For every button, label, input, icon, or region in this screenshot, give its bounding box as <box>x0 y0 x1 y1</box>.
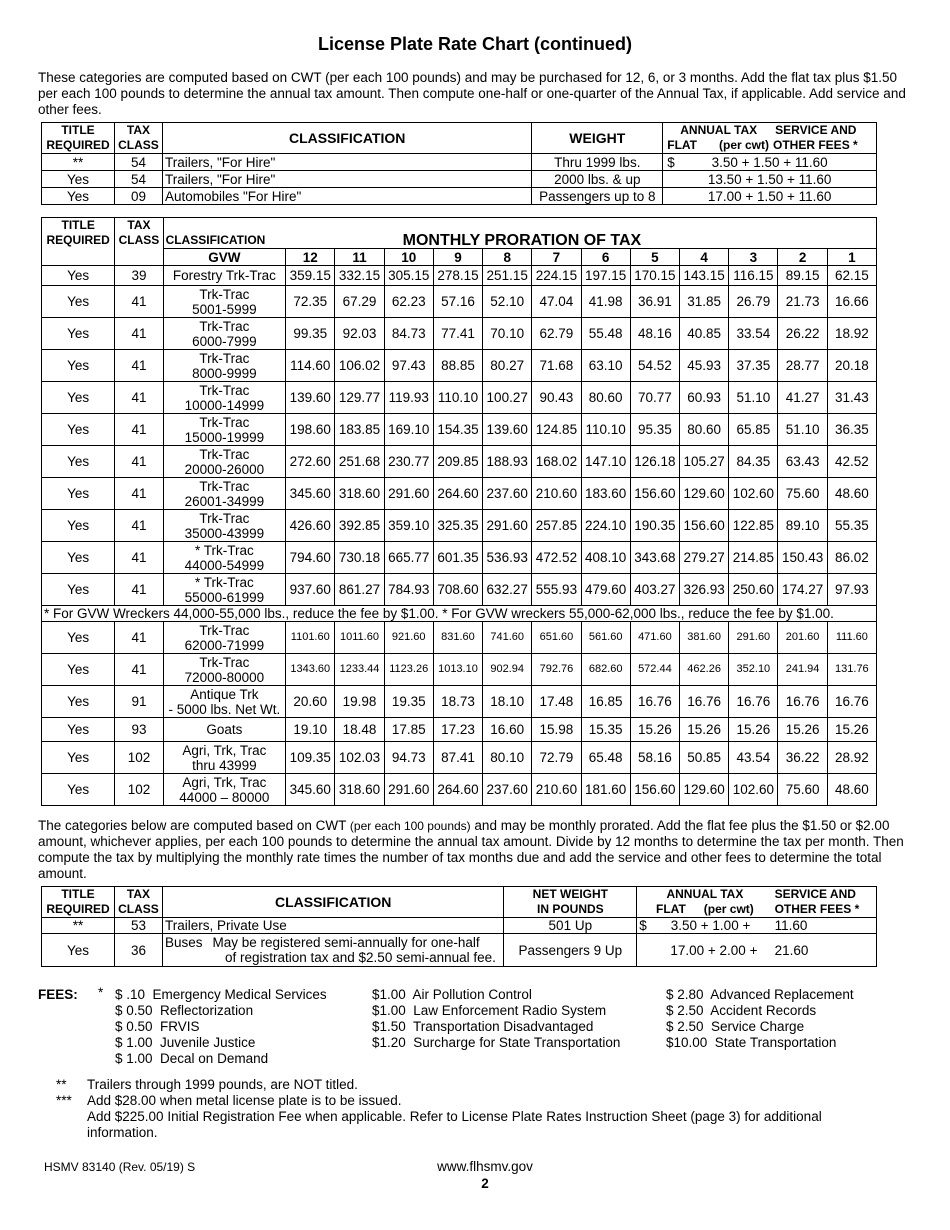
table-row: Yes 41 * Trk-Trac 44000-54999 794.60 730.18 665.77 601.35 536.93 472.52 408.10 343.68 279.27 214.85 150.43 86.02 <box>42 542 877 574</box>
pr-header-classification: CLASSIFICATION <box>162 887 503 918</box>
monthly-prorated-table <box>41 886 877 967</box>
rate-cell: 57.16 <box>433 286 482 318</box>
month-header: 1 <box>827 249 876 266</box>
rate-cell: 237.60 <box>483 774 532 806</box>
rate-cell: 84.73 <box>384 318 433 350</box>
table-row: Yes 41 Trk-Trac 26001-34999 345.60 318.60 291.60 264.60 237.60 210.60 183.60 156.60 129.60 102.60 75.60 48.60 <box>42 478 877 510</box>
rate-cell: 126.18 <box>630 446 679 478</box>
table-row: Yes 93 Goats 19.10 18.48 17.85 17.23 16.60 15.98 15.35 15.26 15.26 15.26 15.26 15.26 <box>42 718 877 742</box>
rate-cell: 16.76 <box>827 686 876 718</box>
rate-cell: 102.03 <box>335 742 384 774</box>
table-row: Yes 09 Automobiles "For Hire" Passengers up to 8 17.00 + 1.50 + 11.60 <box>42 188 877 205</box>
rate-cell: 1233.44 <box>335 654 384 686</box>
rate-cell: 119.93 <box>384 382 433 414</box>
rate-cell: 181.60 <box>581 774 630 806</box>
rate-cell: 67.29 <box>335 286 384 318</box>
rate-cell: 188.93 <box>483 446 532 478</box>
rate-cell: 102.60 <box>729 774 778 806</box>
rate-cell: 65.48 <box>581 742 630 774</box>
rate-cell: 58.16 <box>630 742 679 774</box>
rate-cell: 169.10 <box>384 414 433 446</box>
rate-cell: 784.93 <box>384 574 433 606</box>
rate-cell: 129.77 <box>335 382 384 414</box>
rate-cell: 209.85 <box>433 446 482 478</box>
rate-cell: 26.22 <box>778 318 827 350</box>
rate-cell: 16.66 <box>827 286 876 318</box>
rate-cell: 28.77 <box>778 350 827 382</box>
rate-cell: 90.43 <box>532 382 581 414</box>
rate-cell: 71.68 <box>532 350 581 382</box>
rate-cell: 1013.10 <box>433 654 482 686</box>
rate-cell: 651.60 <box>532 622 581 654</box>
rate-cell: 15.26 <box>680 718 729 742</box>
proration-header-title: MONTHLY PRORATION OF TAX <box>286 218 877 249</box>
month-header: 8 <box>483 249 532 266</box>
rate-cell: 1101.60 <box>286 622 335 654</box>
rate-cell: 741.60 <box>483 622 532 654</box>
rate-cell: 105.27 <box>680 446 729 478</box>
rate-cell: 343.68 <box>630 542 679 574</box>
fee-item: $1.00 Law Enforcement Radio System <box>372 1003 607 1018</box>
rate-cell: 131.76 <box>827 654 876 686</box>
month-header: 11 <box>335 249 384 266</box>
rate-cell: 41.98 <box>581 286 630 318</box>
rate-cell: 37.35 <box>729 350 778 382</box>
rate-cell: 479.60 <box>581 574 630 606</box>
month-header: 7 <box>532 249 581 266</box>
table-row: Yes 36 Buses May be registered semi-annually for one-half of registration tax and $2.50 semi-annual fee. Passengers 9 Up 17.00 + 2.00 + 21.60 <box>42 934 877 967</box>
month-header: 12 <box>286 249 335 266</box>
rate-cell: 408.10 <box>581 542 630 574</box>
rate-cell: 48.60 <box>827 478 876 510</box>
rate-cell: 42.52 <box>827 446 876 478</box>
rate-cell: 561.60 <box>581 622 630 654</box>
header-weight: WEIGHT <box>532 123 663 154</box>
rate-cell: 352.10 <box>729 654 778 686</box>
table-row: Yes 41 Trk-Trac 62000-71999 1101.60 1011.60 921.60 831.60 741.60 651.60 561.60 471.60 381.60 291.60 201.60 111.60 <box>42 622 877 654</box>
rate-cell: 51.10 <box>729 382 778 414</box>
rate-cell: 15.26 <box>630 718 679 742</box>
rate-cell: 21.73 <box>778 286 827 318</box>
fee-item: $ 0.50 Reflectorization <box>115 1003 254 1018</box>
rate-cell: 291.60 <box>384 478 433 510</box>
rate-cell: 682.60 <box>581 654 630 686</box>
rate-cell: 426.60 <box>286 510 335 542</box>
rate-cell: 197.15 <box>581 266 630 286</box>
rate-cell: 129.60 <box>680 478 729 510</box>
rate-cell: 861.27 <box>335 574 384 606</box>
rate-cell: 20.60 <box>286 686 335 718</box>
rate-cell: 224.15 <box>532 266 581 286</box>
rate-cell: 272.60 <box>286 446 335 478</box>
rate-cell: 183.85 <box>335 414 384 446</box>
rate-cell: 305.15 <box>384 266 433 286</box>
table-row: Yes 41 Trk-Trac 72000-80000 1343.60 1233.44 1123.26 1013.10 902.94 792.76 682.60 572.44 462.26 352.10 241.94 131.76 <box>42 654 877 686</box>
rate-cell: 471.60 <box>630 622 679 654</box>
rate-cell: 156.60 <box>630 478 679 510</box>
proration-header-title-required: TITLE REQUIRED <box>42 218 115 249</box>
rate-cell: 1343.60 <box>286 654 335 686</box>
month-header: 2 <box>778 249 827 266</box>
rate-cell: 80.60 <box>680 414 729 446</box>
rate-cell: 51.10 <box>778 414 827 446</box>
rate-cell: 18.92 <box>827 318 876 350</box>
rate-cell: 41.27 <box>778 382 827 414</box>
rate-cell: 62.23 <box>384 286 433 318</box>
rate-cell: 250.60 <box>729 574 778 606</box>
rate-cell: 210.60 <box>532 774 581 806</box>
month-header: 5 <box>630 249 679 266</box>
monthly-proration-table <box>41 217 877 806</box>
rate-cell: 88.85 <box>433 350 482 382</box>
footnote: *** Add $28.00 when metal license plate is to be issued. <box>56 1093 402 1108</box>
rate-cell: 325.35 <box>433 510 482 542</box>
page-title: License Plate Rate Chart (continued) <box>317 34 633 54</box>
month-header: 10 <box>384 249 433 266</box>
month-header: 3 <box>729 249 778 266</box>
rate-cell: 345.60 <box>286 478 335 510</box>
footnotes <box>56 1077 886 1141</box>
month-header: 4 <box>680 249 729 266</box>
proration-header-classification: CLASSIFICATION <box>163 218 286 249</box>
rate-cell: 143.15 <box>680 266 729 286</box>
rate-cell: 381.60 <box>680 622 729 654</box>
pr-header-title-required: TITLE REQUIRED <box>42 887 115 918</box>
rate-cell: 318.60 <box>335 478 384 510</box>
rate-cell: 77.41 <box>433 318 482 350</box>
fees-col-3 <box>666 987 854 1051</box>
rate-cell: 80.10 <box>483 742 532 774</box>
rate-cell: 87.41 <box>433 742 482 774</box>
rate-cell: 60.93 <box>680 382 729 414</box>
rate-cell: 102.60 <box>729 478 778 510</box>
rate-cell: 80.60 <box>581 382 630 414</box>
footnote: Add $225.00 Initial Registration Fee when applicable. Refer to License Plate Rates Instruction Sheet (page 3) for additional information. <box>87 1109 822 1140</box>
rate-cell: 536.93 <box>483 542 532 574</box>
rate-cell: 63.43 <box>778 446 827 478</box>
rate-cell: 99.35 <box>286 318 335 350</box>
rate-cell: 16.76 <box>729 686 778 718</box>
rate-cell: 122.85 <box>729 510 778 542</box>
rate-cell: 601.35 <box>433 542 482 574</box>
wrecker-note-row: * For GVW Wreckers 44,000-55,000 lbs., reduce the fee by $1.00. * For GVW wreckers 55,000-62,000 lbs., reduce the fee by $1.00. <box>42 606 877 622</box>
table-row: Yes 41 Trk-Trac 10000-14999 139.60 129.77 119.93 110.10 100.27 90.43 80.60 70.77 60.93 51.10 41.27 31.43 <box>42 382 877 414</box>
rate-cell: 251.15 <box>483 266 532 286</box>
rate-cell: 45.93 <box>680 350 729 382</box>
rate-cell: 63.10 <box>581 350 630 382</box>
rate-cell: 33.54 <box>729 318 778 350</box>
rate-cell: 97.93 <box>827 574 876 606</box>
fee-item: $ 2.80 Advanced Replacement <box>666 987 854 1002</box>
table-row: Yes 41 Trk-Trac 15000-19999 198.60 183.85 169.10 154.35 139.60 124.85 110.10 95.35 80.60 65.85 51.10 36.35 <box>42 414 877 446</box>
rate-cell: 70.77 <box>630 382 679 414</box>
rate-cell: 72.35 <box>286 286 335 318</box>
rate-cell: 40.85 <box>680 318 729 350</box>
rate-cell: 156.60 <box>630 774 679 806</box>
month-header: 6 <box>581 249 630 266</box>
rate-cell: 17.48 <box>532 686 581 718</box>
rate-cell: 251.68 <box>335 446 384 478</box>
rate-cell: 55.48 <box>581 318 630 350</box>
rate-cell: 31.85 <box>680 286 729 318</box>
gvw-header: GVW <box>163 249 286 266</box>
rate-cell: 84.35 <box>729 446 778 478</box>
website-link[interactable]: www.flhsmv.gov <box>437 1159 533 1174</box>
rate-cell: 214.85 <box>729 542 778 574</box>
rate-cell: 156.60 <box>680 510 729 542</box>
rate-cell: 230.77 <box>384 446 433 478</box>
rate-cell: 17.23 <box>433 718 482 742</box>
rate-cell: 36.35 <box>827 414 876 446</box>
table-row: Yes 41 Trk-Trac 20000-26000 272.60 251.68 230.77 209.85 188.93 168.02 147.10 126.18 105.27 84.35 63.43 42.52 <box>42 446 877 478</box>
rate-cell: 15.26 <box>827 718 876 742</box>
rate-cell: 62.79 <box>532 318 581 350</box>
rate-cell: 109.35 <box>286 742 335 774</box>
rate-cell: 332.15 <box>335 266 384 286</box>
rate-cell: 139.60 <box>483 414 532 446</box>
rate-cell: 147.10 <box>581 446 630 478</box>
rate-cell: 345.60 <box>286 774 335 806</box>
rate-cell: 16.85 <box>581 686 630 718</box>
rate-cell: 18.10 <box>483 686 532 718</box>
rate-cell: 26.79 <box>729 286 778 318</box>
rate-cell: 921.60 <box>384 622 433 654</box>
rate-cell: 279.27 <box>680 542 729 574</box>
rate-cell: 264.60 <box>433 774 482 806</box>
table-row: Yes 102 Agri, Trk, Trac 44000 – 80000 345.60 318.60 291.60 264.60 237.60 210.60 181.60 156.60 129.60 102.60 75.60 48.60 <box>42 774 877 806</box>
pr-header-net-weight: NET WEIGHT IN POUNDS <box>504 887 637 918</box>
rate-cell: 36.91 <box>630 286 679 318</box>
rate-cell: 129.60 <box>680 774 729 806</box>
rate-cell: 1123.26 <box>384 654 433 686</box>
middle-text: The categories below are computed based on CWT (per each 100 pounds) and may be monthly prorated. Add the flat fee plus the $1.50 or $2.00 amount, whichever applies, per each 100 pounds to determine the annual tax amount. Divide by 12 months to determine the tax per month. Then compute the tax by multiplying the monthly rate times the number of tax months due and add the service and other fees to determine the total amount. <box>38 818 904 881</box>
rate-cell: 1011.60 <box>335 622 384 654</box>
rate-cell: 462.26 <box>680 654 729 686</box>
rate-cell: 190.35 <box>630 510 679 542</box>
rate-cell: 210.60 <box>532 478 581 510</box>
table-row: ** 54 Trailers, "For Hire" Thru 1999 lbs. $ 3.50 + 1.50 + 11.60 <box>42 154 877 171</box>
fee-item: $ 1.00 Decal on Demand <box>115 1051 269 1066</box>
rate-cell: 183.60 <box>581 478 630 510</box>
pr-header-annual-tax: ANNUAL TAX FLAT (per cwt) <box>637 887 773 918</box>
fee-item: $ 1.00 Juvenile Justice <box>115 1035 256 1050</box>
rate-cell: 28.92 <box>827 742 876 774</box>
rate-cell: 15.35 <box>581 718 630 742</box>
rate-cell: 154.35 <box>433 414 482 446</box>
rate-cell: 48.60 <box>827 774 876 806</box>
rate-cell: 15.98 <box>532 718 581 742</box>
table-row: Yes 54 Trailers, "For Hire" 2000 lbs. & up 13.50 + 1.50 + 11.60 <box>42 171 877 188</box>
rate-cell: 237.60 <box>483 478 532 510</box>
rate-cell: 110.10 <box>433 382 482 414</box>
rate-cell: 472.52 <box>532 542 581 574</box>
rate-cell: 89.10 <box>778 510 827 542</box>
rate-cell: 36.22 <box>778 742 827 774</box>
rate-cell: 831.60 <box>433 622 482 654</box>
rate-cell: 170.15 <box>630 266 679 286</box>
fee-item: $1.50 Transportation Disadvantaged <box>372 1019 594 1034</box>
pr-header-tax-class: TAX CLASS <box>114 887 162 918</box>
rate-cell: 16.76 <box>680 686 729 718</box>
table-row: Yes 39 Forestry Trk-Trac 359.15 332.15 305.15 278.15 251.15 224.15 197.15 170.15 143.15 116.15 89.15 62.15 <box>42 266 877 286</box>
rate-cell: 47.04 <box>532 286 581 318</box>
rate-cell: 110.10 <box>581 414 630 446</box>
fee-item: $ 0.50 FRVIS <box>115 1019 200 1034</box>
fee-item: $ 2.50 Accident Records <box>666 1003 817 1018</box>
rate-cell: 124.85 <box>532 414 581 446</box>
rate-cell: 291.60 <box>729 622 778 654</box>
rate-cell: 326.93 <box>680 574 729 606</box>
rate-cell: 95.35 <box>630 414 679 446</box>
fees-col-1 <box>115 987 327 1067</box>
rate-cell: 31.43 <box>827 382 876 414</box>
rate-cell: 291.60 <box>483 510 532 542</box>
table-row: Yes 91 Antique Trk - 5000 lbs. Net Wt. 20.60 19.98 19.35 18.73 18.10 17.48 16.85 16.76 16.76 16.76 16.76 16.76 <box>42 686 877 718</box>
table-row: Yes 102 Agri, Trk, Trac thru 43999 109.35 102.03 94.73 87.41 80.10 72.79 65.48 58.16 50.85 43.54 36.22 28.92 <box>42 742 877 774</box>
rate-cell: 359.10 <box>384 510 433 542</box>
pr-header-service: SERVICE AND OTHER FEES * <box>773 887 877 918</box>
rate-cell: 318.60 <box>335 774 384 806</box>
rate-cell: 70.10 <box>483 318 532 350</box>
rate-cell: 92.03 <box>335 318 384 350</box>
rate-cell: 86.02 <box>827 542 876 574</box>
table-row: Yes 41 Trk-Trac 35000-43999 426.60 392.85 359.10 325.35 291.60 257.85 224.10 190.35 156.60 122.85 89.10 55.35 <box>42 510 877 542</box>
rate-cell: 730.18 <box>335 542 384 574</box>
rate-cell: 278.15 <box>433 266 482 286</box>
fee-item: $10.00 State Transportation <box>666 1035 837 1050</box>
table-row: Yes 41 * Trk-Trac 55000-61999 937.60 861.27 784.93 708.60 632.27 555.93 479.60 403.27 326.93 250.60 174.27 97.93 <box>42 574 877 606</box>
rate-cell: 19.98 <box>335 686 384 718</box>
rate-cell: 392.85 <box>335 510 384 542</box>
rate-cell: 43.54 <box>729 742 778 774</box>
month-header: 9 <box>433 249 482 266</box>
rate-cell: 16.60 <box>483 718 532 742</box>
rate-cell: 665.77 <box>384 542 433 574</box>
rate-cell: 902.94 <box>483 654 532 686</box>
rate-cell: 114.60 <box>286 350 335 382</box>
rate-cell: 72.79 <box>532 742 581 774</box>
table-row: ** 53 Trailers, Private Use 501 Up $ 3.50 + 1.00 + 11.60 <box>42 918 877 934</box>
header-annual-tax: ANNUAL TAX SERVICE AND FLAT (per cwt) OTHER FEES * <box>663 123 877 154</box>
rate-cell: 97.43 <box>384 350 433 382</box>
rate-cell: 224.10 <box>581 510 630 542</box>
rate-cell: 201.60 <box>778 622 827 654</box>
form-number: HSMV 83140 (Rev. 05/19) S <box>44 1160 196 1174</box>
rate-cell: 15.26 <box>778 718 827 742</box>
footnote: ** Trailers through 1999 pounds, are NOT titled. <box>56 1077 358 1092</box>
rate-cell: 116.15 <box>729 266 778 286</box>
rate-cell: 15.26 <box>729 718 778 742</box>
rate-cell: 62.15 <box>827 266 876 286</box>
proration-header-tax-class: TAX CLASS <box>115 218 163 249</box>
header-tax-class: TAX CLASS <box>114 123 162 154</box>
rate-cell: 18.73 <box>433 686 482 718</box>
fees-star: * <box>98 985 104 1000</box>
intro-text: These categories are computed based on CWT (per each 100 pounds) and may be purchased for 12, 6, or 3 months. Add the flat tax plus $1.50 per each 100 pounds to determine the annual tax amount. Then compute one-half or one-quarter of the Annual Tax, if applicable. Add service and other fees. <box>38 70 906 117</box>
rate-cell: 65.85 <box>729 414 778 446</box>
fee-item: $1.00 Air Pollution Control <box>372 987 532 1002</box>
rate-cell: 257.85 <box>532 510 581 542</box>
rate-cell: 150.43 <box>778 542 827 574</box>
table-row: Yes 41 Trk-Trac 5001-5999 72.35 67.29 62.23 57.16 52.10 47.04 41.98 36.91 31.85 26.79 21.73 16.66 <box>42 286 877 318</box>
rate-cell: 55.35 <box>827 510 876 542</box>
fee-item: $1.20 Surcharge for State Transportation <box>372 1035 621 1050</box>
rate-cell: 75.60 <box>778 478 827 510</box>
rate-cell: 17.85 <box>384 718 433 742</box>
rate-cell: 168.02 <box>532 446 581 478</box>
rate-cell: 241.94 <box>778 654 827 686</box>
fee-item: $ 2.50 Service Charge <box>666 1019 805 1034</box>
rate-cell: 18.48 <box>335 718 384 742</box>
rate-cell: 111.60 <box>827 622 876 654</box>
rate-cell: 572.44 <box>630 654 679 686</box>
rate-cell: 80.27 <box>483 350 532 382</box>
rate-cell: 403.27 <box>630 574 679 606</box>
fees-col-2 <box>372 987 620 1051</box>
rate-cell: 359.15 <box>286 266 335 286</box>
rate-cell: 50.85 <box>680 742 729 774</box>
for-hire-table <box>41 122 877 205</box>
table-row: Yes 41 Trk-Trac 6000-7999 99.35 92.03 84.73 77.41 70.10 62.79 55.48 48.16 40.85 33.54 26.22 18.92 <box>42 318 877 350</box>
rate-cell: 198.60 <box>286 414 335 446</box>
rate-cell: 75.60 <box>778 774 827 806</box>
rate-cell: 708.60 <box>433 574 482 606</box>
rate-cell: 100.27 <box>483 382 532 414</box>
rate-cell: 632.27 <box>483 574 532 606</box>
table-row: Yes 41 Trk-Trac 8000-9999 114.60 106.02 97.43 88.85 80.27 71.68 63.10 54.52 45.93 37.35 28.77 20.18 <box>42 350 877 382</box>
rate-cell: 555.93 <box>532 574 581 606</box>
rate-cell: 792.76 <box>532 654 581 686</box>
rate-cell: 139.60 <box>286 382 335 414</box>
rate-cell: 52.10 <box>483 286 532 318</box>
fees-label: FEES: <box>38 987 78 1002</box>
rate-cell: 48.16 <box>630 318 679 350</box>
rate-cell: 16.76 <box>778 686 827 718</box>
rate-cell: 89.15 <box>778 266 827 286</box>
rate-cell: 106.02 <box>335 350 384 382</box>
rate-cell: 174.27 <box>778 574 827 606</box>
rate-cell: 54.52 <box>630 350 679 382</box>
rate-cell: 19.10 <box>286 718 335 742</box>
page-number: 2 <box>481 1176 489 1191</box>
header-title-required: TITLE REQUIRED <box>42 123 115 154</box>
rate-cell: 16.76 <box>630 686 679 718</box>
rate-cell: 264.60 <box>433 478 482 510</box>
rate-cell: 19.35 <box>384 686 433 718</box>
header-classification: CLASSIFICATION <box>162 123 531 154</box>
rate-cell: 794.60 <box>286 542 335 574</box>
rate-cell: 937.60 <box>286 574 335 606</box>
rate-cell: 20.18 <box>827 350 876 382</box>
fee-item: $ .10 Emergency Medical Services <box>115 987 327 1002</box>
rate-cell: 94.73 <box>384 742 433 774</box>
rate-cell: 291.60 <box>384 774 433 806</box>
